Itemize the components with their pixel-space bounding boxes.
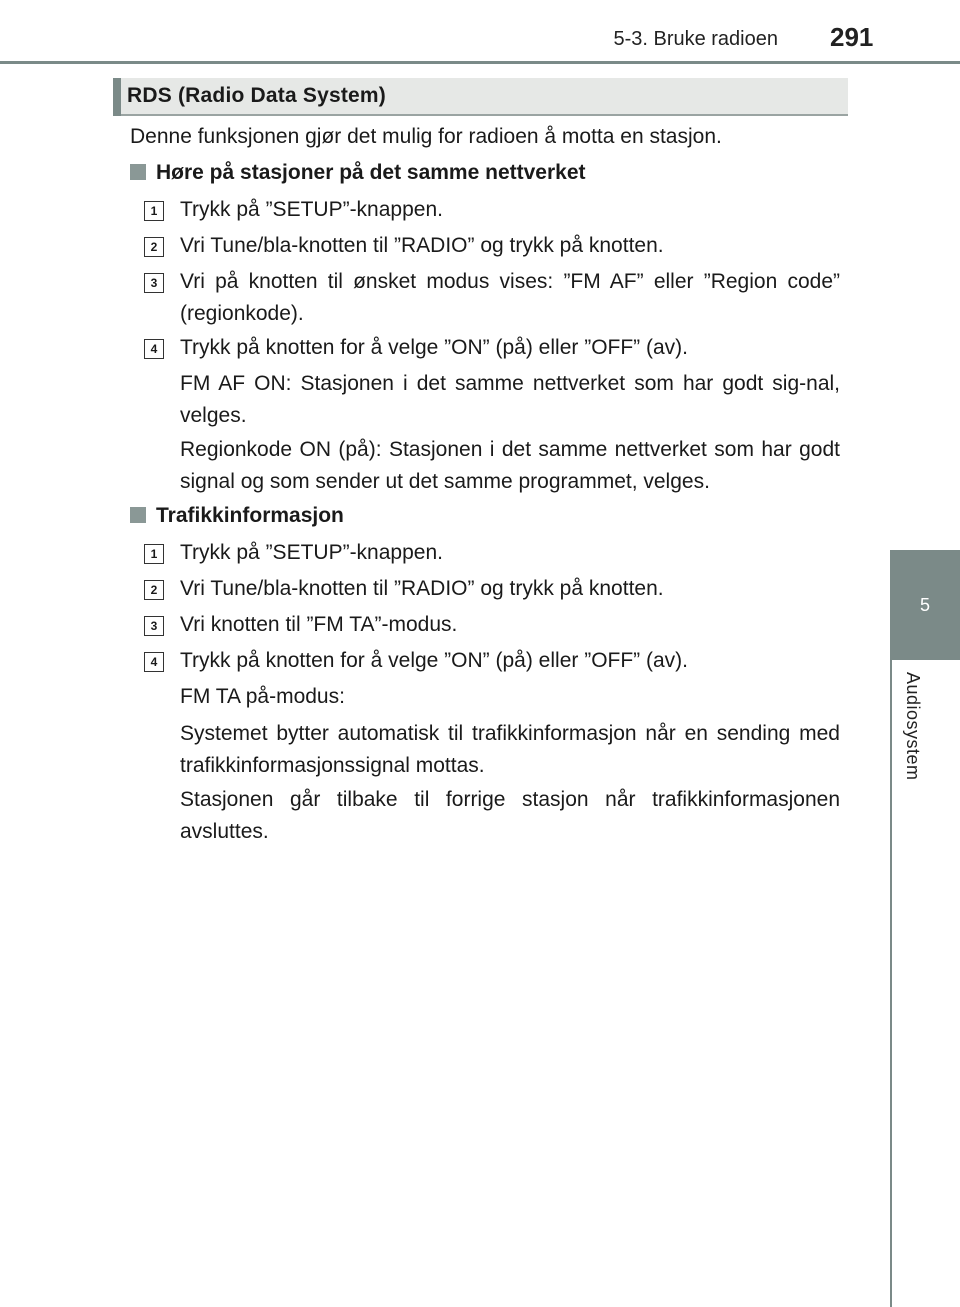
step-text: Trykk på ”SETUP”-knappen. — [180, 198, 443, 221]
intro-paragraph: Denne funksjonen gjør det mulig for radioen å motta en stasjon. — [130, 125, 722, 148]
subsection-heading-text: Trafikkinformasjon — [156, 504, 344, 527]
subsection-heading-traffic — [130, 500, 344, 532]
square-bullet-icon — [130, 164, 146, 180]
chapter-tab-number — [890, 550, 960, 660]
note-paragraph: FM AF ON: Stasjonen i det samme nettverket som har godt sig-nal, velges. — [180, 372, 840, 427]
page-number: 291 — [830, 22, 874, 52]
chapter-tab-label: Audiosystem — [903, 672, 923, 781]
step-text: Trykk på ”SETUP”-knappen. — [180, 541, 443, 564]
step-number: 3 — [144, 273, 164, 293]
step-text: Vri Tune/bla-knotten til ”RADIO” og trykk på knotten. — [180, 577, 664, 600]
chapter-number: 5 — [919, 594, 930, 615]
step-number: 2 — [144, 580, 164, 600]
note-paragraph: FM TA på-modus: — [180, 685, 345, 708]
note-paragraph: Stasjonen går tilbake til forrige stasjon når trafikkinformasjonen avsluttes. — [180, 788, 840, 843]
section-marker — [113, 78, 121, 116]
step-text: Trykk på knotten for å velge ”ON” (på) eller ”OFF” (av). — [180, 649, 689, 672]
step-text: Trykk på knotten for å velge ”ON” (på) eller ”OFF” (av). — [180, 336, 689, 359]
step-number: 4 — [144, 652, 164, 672]
step-number: 3 — [144, 616, 164, 636]
step-number: 1 — [144, 544, 164, 564]
header-rule — [0, 61, 960, 64]
step-text: Vri på knotten til ønsket modus vises: ”FM AF” eller ”Region code” (regionkode). — [180, 270, 840, 325]
square-bullet-icon — [130, 507, 146, 523]
step-text: Vri knotten til ”FM TA”-modus. — [180, 613, 458, 636]
section-title: RDS (Radio Data System) — [127, 84, 386, 107]
chapter-tab-strip — [890, 820, 960, 1307]
step-number: 4 — [144, 339, 164, 359]
step-text: Vri Tune/bla-knotten til ”RADIO” og trykk på knotten. — [180, 234, 664, 257]
running-header-section: 5-3. Bruke radioen — [613, 28, 778, 50]
step-number: 2 — [144, 237, 164, 257]
subsection-heading-network — [130, 157, 586, 189]
step-number: 1 — [144, 201, 164, 221]
section-title-bar — [113, 78, 848, 116]
note-paragraph: Regionkode ON (på): Stasjonen i det samme nettverket som har godt signal og som sender ut det samme programmet, velges. — [180, 438, 840, 493]
note-paragraph: Systemet bytter automatisk til trafikkinformasjon når en sending med trafikkinformasjonssignal mottas. — [180, 722, 840, 777]
subsection-heading-text: Høre på stasjoner på det samme nettverket — [156, 161, 586, 184]
